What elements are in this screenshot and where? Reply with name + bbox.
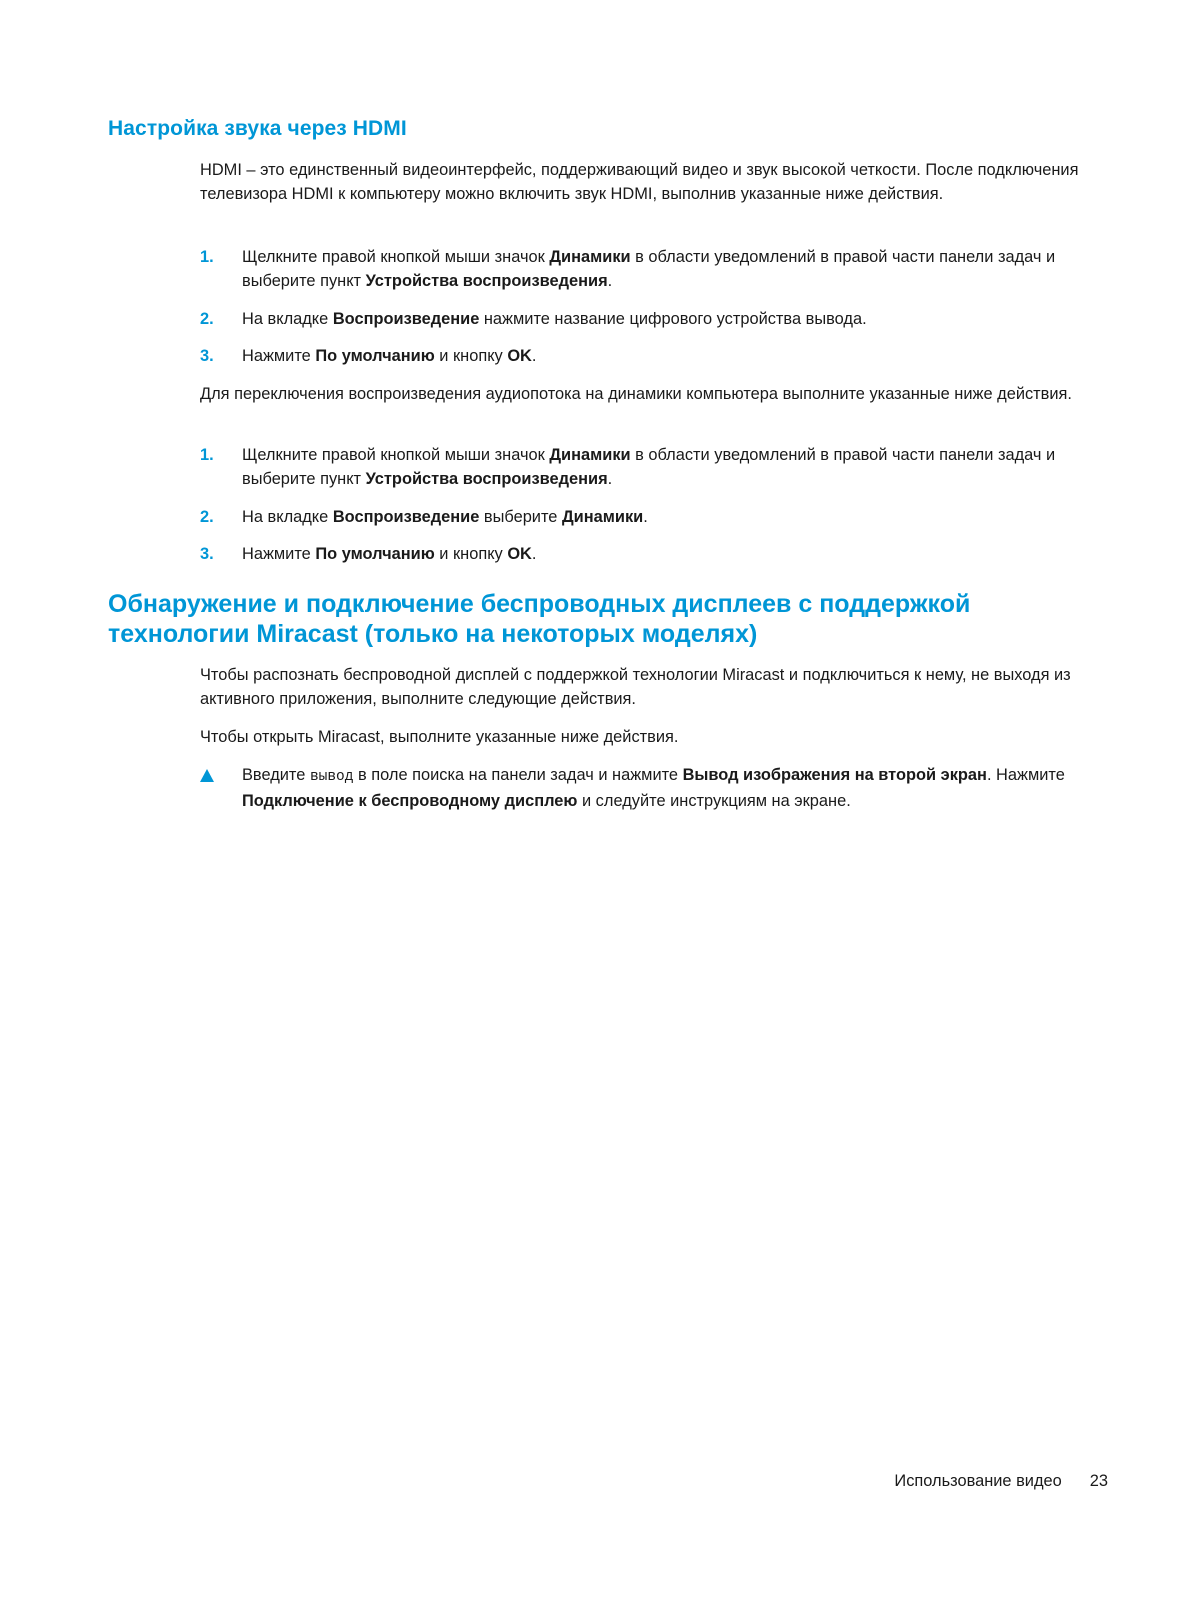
step-text: Нажмите По умолчанию и кнопку OK. xyxy=(242,347,537,365)
section-heading-miracast: Обнаружение и подключение беспроводных дисплеев с поддержкой технологии Miracast (только на некоторых моделях) xyxy=(108,590,971,648)
step-number: 2. xyxy=(200,310,214,328)
step-text: Щелкните правой кнопкой мыши значок Динамики в области уведомлений в правой части панели задач и выберите пункт Устройства воспроизведения. xyxy=(242,248,1056,290)
page-number: 23 xyxy=(1089,1472,1108,1490)
miracast-open-paragraph: Чтобы открыть Miracast, выполните указанные ниже действия. xyxy=(200,728,679,746)
hdmi-intro-paragraph: HDMI – это единственный видеоинтерфейс, поддерживающий видео и звук высокой четкости. После подключения телевизора HDMI к компьютеру можно включить звук HDMI, выполнив указанные ниже действия. xyxy=(200,161,1079,203)
triangle-bullet-icon xyxy=(200,769,214,782)
step-number: 2. xyxy=(200,508,214,526)
step-number: 3. xyxy=(200,545,214,563)
page-footer xyxy=(860,1472,1108,1491)
step-text: Щелкните правой кнопкой мыши значок Динамики в области уведомлений в правой части панели задач и выберите пункт Устройства воспроизведения. xyxy=(242,446,1056,488)
step-text: Нажмите По умолчанию и кнопку OK. xyxy=(242,545,537,563)
miracast-intro-paragraph: Чтобы распознать беспроводной дисплей с поддержкой технологии Miracast и подключиться к нему, не выходя из активного приложения, выполните следующие действия. xyxy=(200,666,1071,708)
section-heading-hdmi-audio: Настройка звука через HDMI xyxy=(108,117,407,140)
switch-paragraph: Для переключения воспроизведения аудиопотока на динамики компьютера выполните указанные ниже действия. xyxy=(200,385,1072,403)
footer-chapter: Использование видео xyxy=(894,1472,1062,1490)
step-number: 3. xyxy=(200,347,214,365)
step-number: 1. xyxy=(200,248,214,266)
step-text: На вкладке Воспроизведение нажмите название цифрового устройства вывода. xyxy=(242,310,867,328)
step-number: 1. xyxy=(200,446,214,464)
step-text: Введите вывод в поле поиска на панели задач и нажмите Вывод изображения на второй экран. Нажмите Подключение к беспроводному дисплею и следуйте инструкциям на экране. xyxy=(242,766,1065,810)
step-text: На вкладке Воспроизведение выберите Динамики. xyxy=(242,508,648,526)
